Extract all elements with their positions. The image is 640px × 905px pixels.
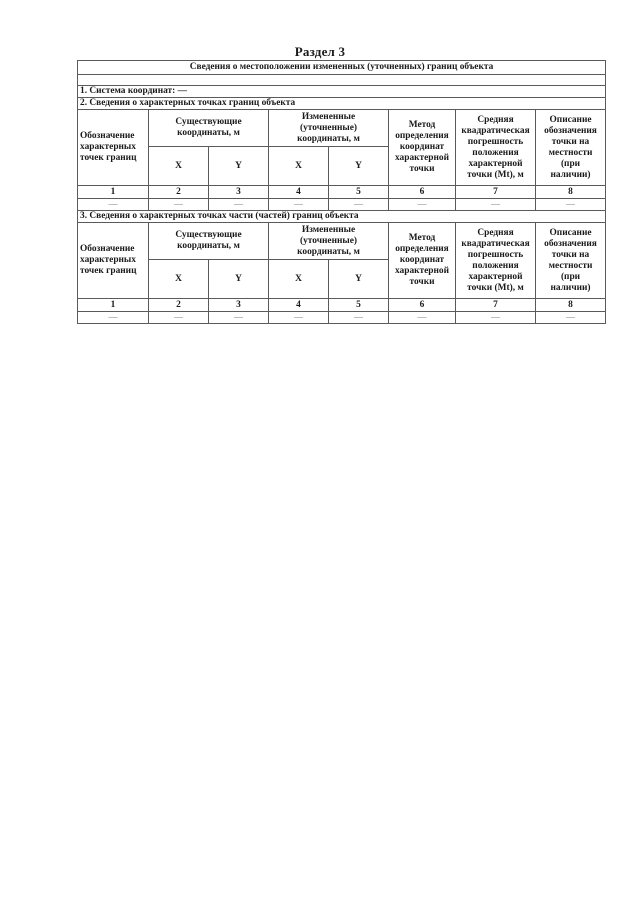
empty-cell: —	[389, 199, 456, 211]
empty-cell: —	[389, 312, 456, 324]
empty-cell: —	[536, 199, 606, 211]
empty-cell: —	[456, 199, 536, 211]
page-title: Раздел 3	[294, 44, 346, 59]
header-designation: Обозначение характерных точек границ	[78, 223, 149, 299]
empty-cell: —	[78, 312, 149, 324]
empty-cell: —	[329, 199, 389, 211]
column-number: 7	[456, 186, 536, 199]
header-description: Описание обозначения точки на местности (при наличии)	[536, 110, 606, 186]
section-3-title: 3. Сведения о характерных точках части (частей) границ объекта	[78, 211, 606, 223]
empty-cell: —	[329, 312, 389, 324]
column-number: 3	[209, 186, 269, 199]
header-changed-coords: Измененные (уточненные) координаты, м	[269, 110, 389, 147]
empty-cell: —	[269, 199, 329, 211]
coord-system-label: 1. Система координат:	[80, 86, 176, 96]
header-changed-y: Y	[329, 260, 389, 299]
column-number: 3	[209, 299, 269, 312]
table-row	[78, 199, 606, 211]
header-existing-coords: Существующие координаты, м	[149, 110, 269, 147]
column-number: 4	[269, 299, 329, 312]
column-number: 1	[78, 186, 149, 199]
form-caption: Сведения о местоположении измененных (уточненных) границ объекта	[78, 61, 606, 75]
column-number-row	[78, 299, 606, 312]
empty-cell: —	[78, 199, 149, 211]
empty-cell: —	[269, 312, 329, 324]
column-number-row	[78, 186, 606, 199]
header-changed-y: Y	[329, 147, 389, 186]
empty-cell: —	[149, 312, 209, 324]
header-existing-y: Y	[209, 260, 269, 299]
column-number: 5	[329, 299, 389, 312]
empty-cell: —	[536, 312, 606, 324]
header-existing-y: Y	[209, 147, 269, 186]
column-number: 2	[149, 299, 209, 312]
header-error: Средняя квадратическая погрешность положения характерной точки (Mt), м	[456, 223, 536, 299]
blank-row	[78, 75, 606, 86]
column-number: 4	[269, 186, 329, 199]
header-existing-x: X	[149, 147, 209, 186]
header-changed-x: X	[269, 260, 329, 299]
column-number: 2	[149, 186, 209, 199]
header-method: Метод определения координат характерной точки	[389, 110, 456, 186]
column-number: 7	[456, 299, 536, 312]
header-description: Описание обозначения точки на местности (при наличии)	[536, 223, 606, 299]
column-number: 6	[389, 299, 456, 312]
table-row	[78, 312, 606, 324]
column-number: 6	[389, 186, 456, 199]
header-error: Средняя квадратическая погрешность положения характерной точки (Mt), м	[456, 110, 536, 186]
header-method: Метод определения координат характерной точки	[389, 223, 456, 299]
header-changed-coords: Измененные (уточненные) координаты, м	[269, 223, 389, 260]
empty-cell: —	[209, 312, 269, 324]
column-number: 8	[536, 299, 606, 312]
column-number: 1	[78, 299, 149, 312]
boundary-points-form	[77, 60, 606, 324]
coord-system-row	[78, 86, 606, 98]
header-existing-x: X	[149, 260, 209, 299]
header-designation: Обозначение характерных точек границ	[78, 110, 149, 186]
empty-cell: —	[149, 199, 209, 211]
empty-cell: —	[209, 199, 269, 211]
column-number: 5	[329, 186, 389, 199]
column-number: 8	[536, 186, 606, 199]
section-2-title: 2. Сведения о характерных точках границ объекта	[78, 98, 606, 110]
empty-cell: —	[456, 312, 536, 324]
header-changed-x: X	[269, 147, 329, 186]
header-existing-coords: Существующие координаты, м	[149, 223, 269, 260]
coord-system-value: —	[177, 86, 188, 96]
